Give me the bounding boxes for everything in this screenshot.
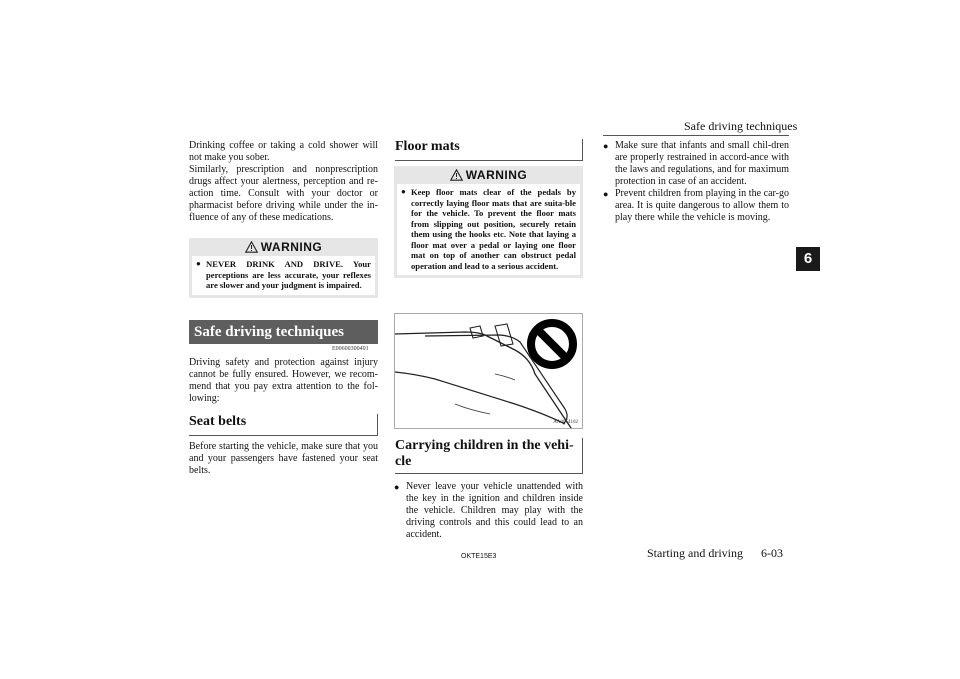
list-item xyxy=(401,187,576,271)
warning-text: NEVER DRINK AND DRIVE. Your perceptions are less accurate, your reflexes are slower and your judgment is impaired. xyxy=(206,259,371,290)
intro-paragraph: Drinking coffee or taking a cold shower will not make you sober. xyxy=(189,140,378,163)
section-code: E00600300491 xyxy=(332,346,369,352)
bullet-icon: ● xyxy=(401,187,406,196)
list-item xyxy=(603,140,789,188)
document-code: OKTE15E3 xyxy=(461,553,497,560)
list-item-text: Never leave your vehicle unattended with the key in the ignition and children inside the vehicle. Children may play with the driving controls and this could lead to an accident. xyxy=(406,481,583,540)
list-item-text: Make sure that infants and small chil-dren are properly restrained in accord-ance with the laws and regulations, and for maximum protection in case of an accident. xyxy=(615,140,789,187)
section-title-bar: Safe driving techniques xyxy=(189,320,378,344)
floor-mat-figure xyxy=(394,313,583,429)
warning-header xyxy=(189,238,378,256)
children-list xyxy=(394,481,583,541)
seat-belts-heading: Seat belts xyxy=(189,414,378,436)
footer-section-name: Starting and driving xyxy=(647,546,743,560)
page-number: 6-03 xyxy=(761,546,783,560)
floor-mats-warning-box xyxy=(394,166,583,278)
floor-mats-heading: Floor mats xyxy=(395,139,583,161)
running-header-title: Safe driving techniques xyxy=(684,119,798,133)
drink-warning-box xyxy=(189,238,378,298)
header-divider xyxy=(603,135,789,136)
warning-body xyxy=(192,256,375,295)
figure-code: AA0054102 xyxy=(553,420,578,425)
list-item xyxy=(603,188,789,224)
section-paragraph: Driving safety and protection against injury cannot be fully ensured. However, we recom-mend that you pay extra attention to the fol-lowing: xyxy=(189,357,378,404)
chapter-tab: 6 xyxy=(796,247,820,271)
seat-belts-paragraph: Before starting the vehicle, make sure that you and your passengers have fastened your seat belts. xyxy=(189,441,378,476)
children-heading: Carrying children in the vehi-cle xyxy=(395,438,583,474)
list-item xyxy=(394,481,583,541)
warning-triangle-icon xyxy=(245,241,258,253)
list-item-text: Prevent children from playing in the car-go area. It is quite dangerous to allow them to play there while the vehicle is moving. xyxy=(615,188,789,223)
left-intro xyxy=(189,140,378,224)
seat-belts-text-block xyxy=(189,441,378,477)
bullet-icon: ● xyxy=(394,482,400,492)
section-text-block xyxy=(189,357,378,405)
intro-paragraph: Similarly, prescription and nonprescription drugs affect your alertness, perception and re-action time. Consult with your doctor or pharmacist before driving while under the in-fluence of any of these medications. xyxy=(189,164,378,223)
warning-label: WARNING xyxy=(260,240,323,254)
prohibited-icon xyxy=(526,318,578,370)
warning-body xyxy=(397,184,580,275)
right-list xyxy=(603,140,789,224)
bullet-icon: ● xyxy=(603,141,609,151)
warning-header xyxy=(394,166,583,184)
bullet-icon: ● xyxy=(603,189,609,199)
list-item xyxy=(196,259,371,291)
bullet-icon: ● xyxy=(196,259,201,268)
warning-text: Keep floor mats clear of the pedals by correctly laying floor mats that are suita-ble for the vehicle. To prevent the floor mats from slipping out position, securely retain them using the hooks etc. Note that laying a floor mat over a pedal or laying one floor mat on top of another can obstruct pedal operation and lead to a serious accident. xyxy=(411,187,576,271)
warning-label: WARNING xyxy=(465,168,528,182)
warning-triangle-icon xyxy=(450,169,463,181)
